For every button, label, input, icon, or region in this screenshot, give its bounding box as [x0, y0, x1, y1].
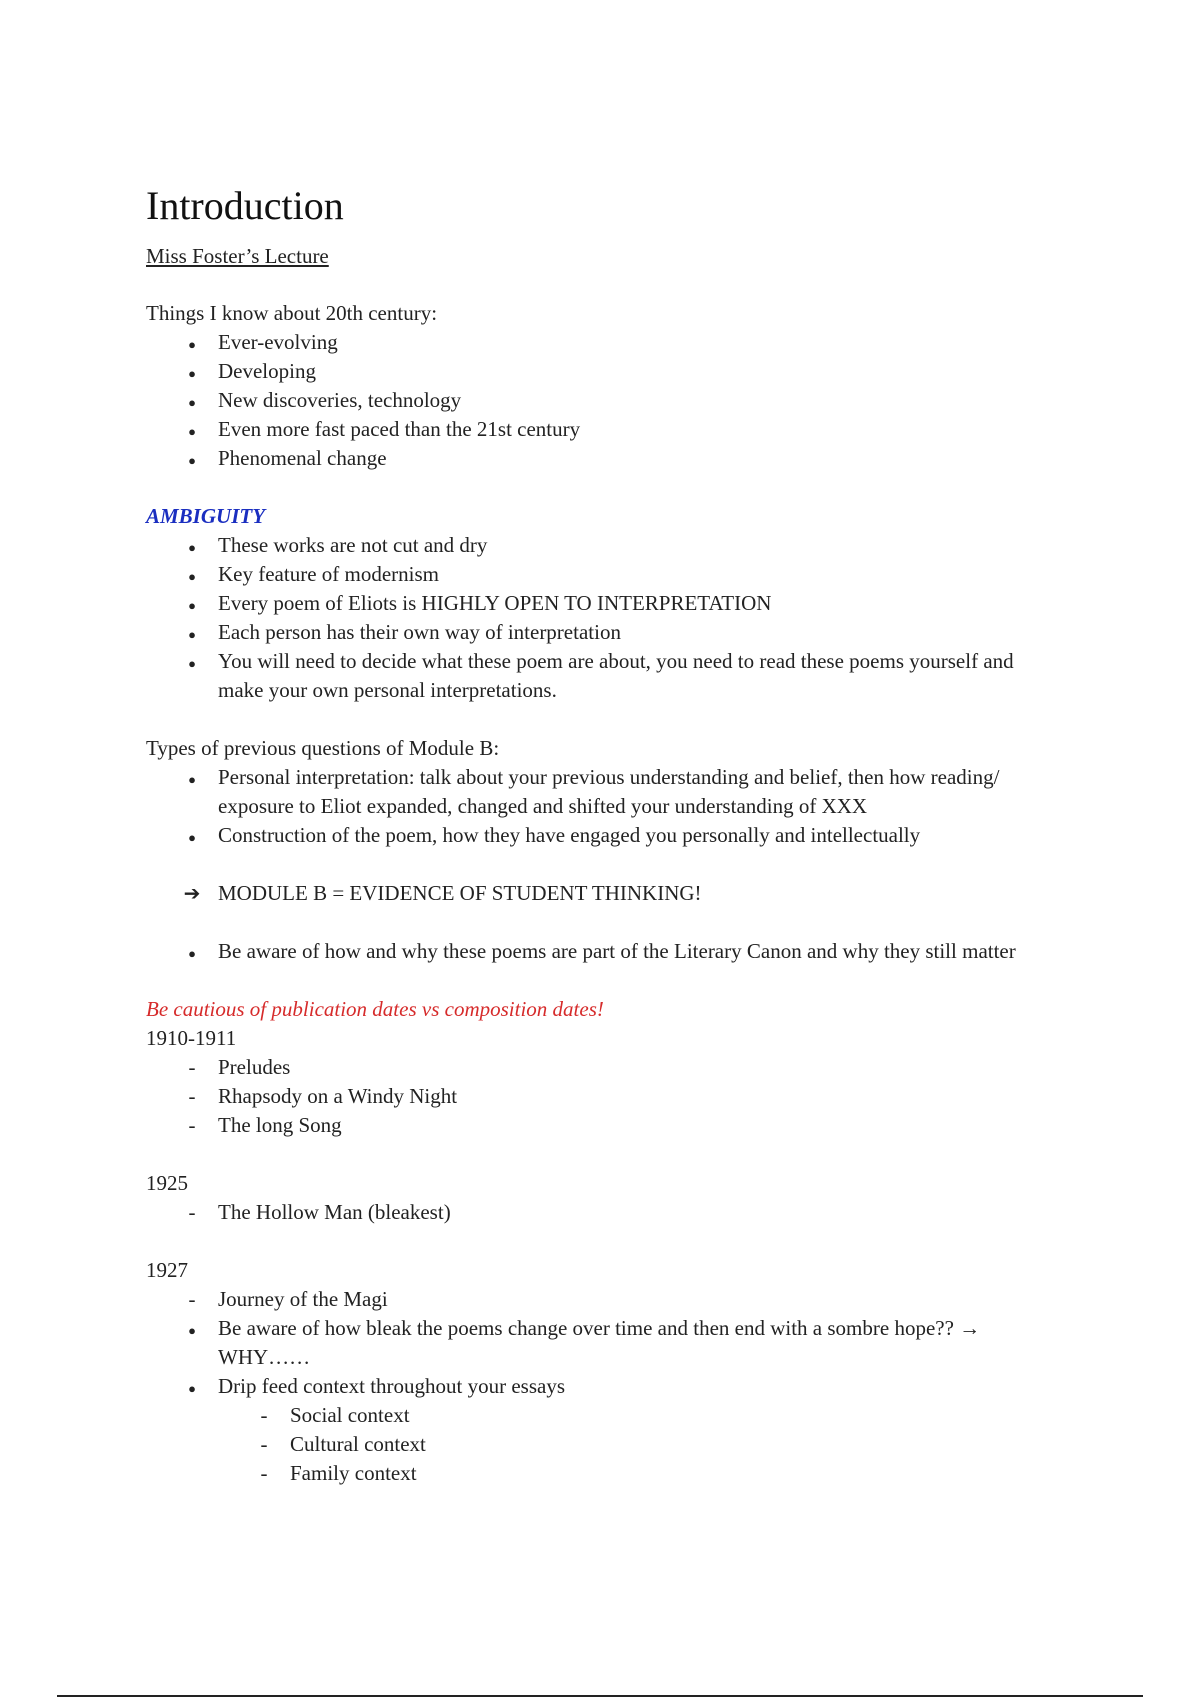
- bullet-icon: [182, 647, 202, 678]
- arrow-right-icon: [182, 879, 202, 909]
- bullet-icon: [182, 328, 202, 359]
- list-item: - Social context: [146, 1401, 1046, 1430]
- context-list: [146, 1401, 1046, 1488]
- list-item: - Family context: [146, 1459, 1046, 1488]
- list-item: ● Be aware of how and why these poems are part of the Literary Canon and why they still matter: [146, 937, 1046, 966]
- dash-icon: [182, 1082, 202, 1111]
- list-item: ● Every poem of Eliots is HIGHLY OPEN TO INTERPRETATION: [146, 589, 1046, 618]
- year-heading: 1927: [146, 1258, 188, 1282]
- dash-icon: [182, 1053, 202, 1082]
- list-item: ● You will need to decide what these poem are about, you need to read these poems yourself and make your own personal interpretations.: [146, 647, 1046, 705]
- questions-intro: Types of previous questions of Module B:: [146, 736, 500, 760]
- list-item: ● Each person has their own way of interpretation: [146, 618, 1046, 647]
- bullet-icon: [182, 1314, 202, 1345]
- page-title: Introduction: [146, 183, 344, 228]
- list-item: ● Drip feed context throughout your essays: [146, 1372, 1046, 1401]
- list-item: - Cultural context: [146, 1430, 1046, 1459]
- lecture-subtitle: Miss Foster’s Lecture: [146, 244, 329, 268]
- list-item: ● Construction of the poem, how they have engaged you personally and intellectually: [146, 821, 1046, 850]
- list-item: ● Developing: [146, 357, 1046, 386]
- bullet-icon: [182, 386, 202, 417]
- questions-list: [146, 763, 1046, 850]
- list-item: ● Phenomenal change: [146, 444, 1046, 473]
- list-item: ● Even more fast paced than the 21st century: [146, 415, 1046, 444]
- bullet-icon: [182, 821, 202, 852]
- document-body: [146, 180, 1046, 1488]
- year1-list: [146, 1053, 1046, 1140]
- year-heading: 1925: [146, 1171, 188, 1195]
- list-item: - Preludes: [146, 1053, 1046, 1082]
- bullet-icon: [182, 444, 202, 475]
- know-list: [146, 328, 1046, 473]
- know-intro: Things I know about 20th century:: [146, 301, 438, 325]
- list-item: - The long Song: [146, 1111, 1046, 1140]
- list-item: ● Key feature of modernism: [146, 560, 1046, 589]
- list-item: ● New discoveries, technology: [146, 386, 1046, 415]
- bullet-icon: [182, 589, 202, 620]
- bullet-icon: [182, 937, 202, 968]
- bullet-icon: [182, 763, 202, 794]
- list-item: ● Be aware of how bleak the poems change over time and then end with a sombre hope?? → WHY……: [146, 1314, 1046, 1372]
- footer-divider: [57, 1695, 1143, 1697]
- list-item: - Rhapsody on a Windy Night: [146, 1082, 1046, 1111]
- dash-icon: [182, 1285, 202, 1314]
- year2-list: [146, 1198, 1046, 1227]
- bullet-icon: [182, 531, 202, 562]
- list-item: - Journey of the Magi: [146, 1285, 1046, 1314]
- ambiguity-heading: AMBIGUITY: [146, 504, 266, 528]
- bullet-icon: [182, 415, 202, 446]
- dash-icon: [182, 1198, 202, 1227]
- bullet-icon: [182, 560, 202, 591]
- dash-icon: [254, 1459, 274, 1488]
- list-item: ● These works are not cut and dry: [146, 531, 1046, 560]
- bullet-icon: [182, 618, 202, 649]
- dash-icon: [254, 1401, 274, 1430]
- canon-list: [146, 937, 1046, 966]
- bullet-icon: [182, 357, 202, 388]
- list-item: ● Personal interpretation: talk about your previous understanding and belief, then how reading/ exposure to Eliot expanded, changed and shifted your understanding of XXX: [146, 763, 1046, 821]
- dates-warning: Be cautious of publication dates vs composition dates!: [146, 997, 604, 1021]
- list-item: ● Ever-evolving: [146, 328, 1046, 357]
- list-item: - The Hollow Man (bleakest): [146, 1198, 1046, 1227]
- ambiguity-list: [146, 531, 1046, 705]
- dash-icon: [182, 1111, 202, 1140]
- year-heading: 1910-1911: [146, 1026, 237, 1050]
- list-item: ➔ MODULE B = EVIDENCE OF STUDENT THINKING!: [146, 879, 1046, 908]
- dash-icon: [254, 1430, 274, 1459]
- year3-list: [146, 1285, 1046, 1401]
- bullet-icon: [182, 1372, 202, 1403]
- module-arrow-list: [146, 879, 1046, 908]
